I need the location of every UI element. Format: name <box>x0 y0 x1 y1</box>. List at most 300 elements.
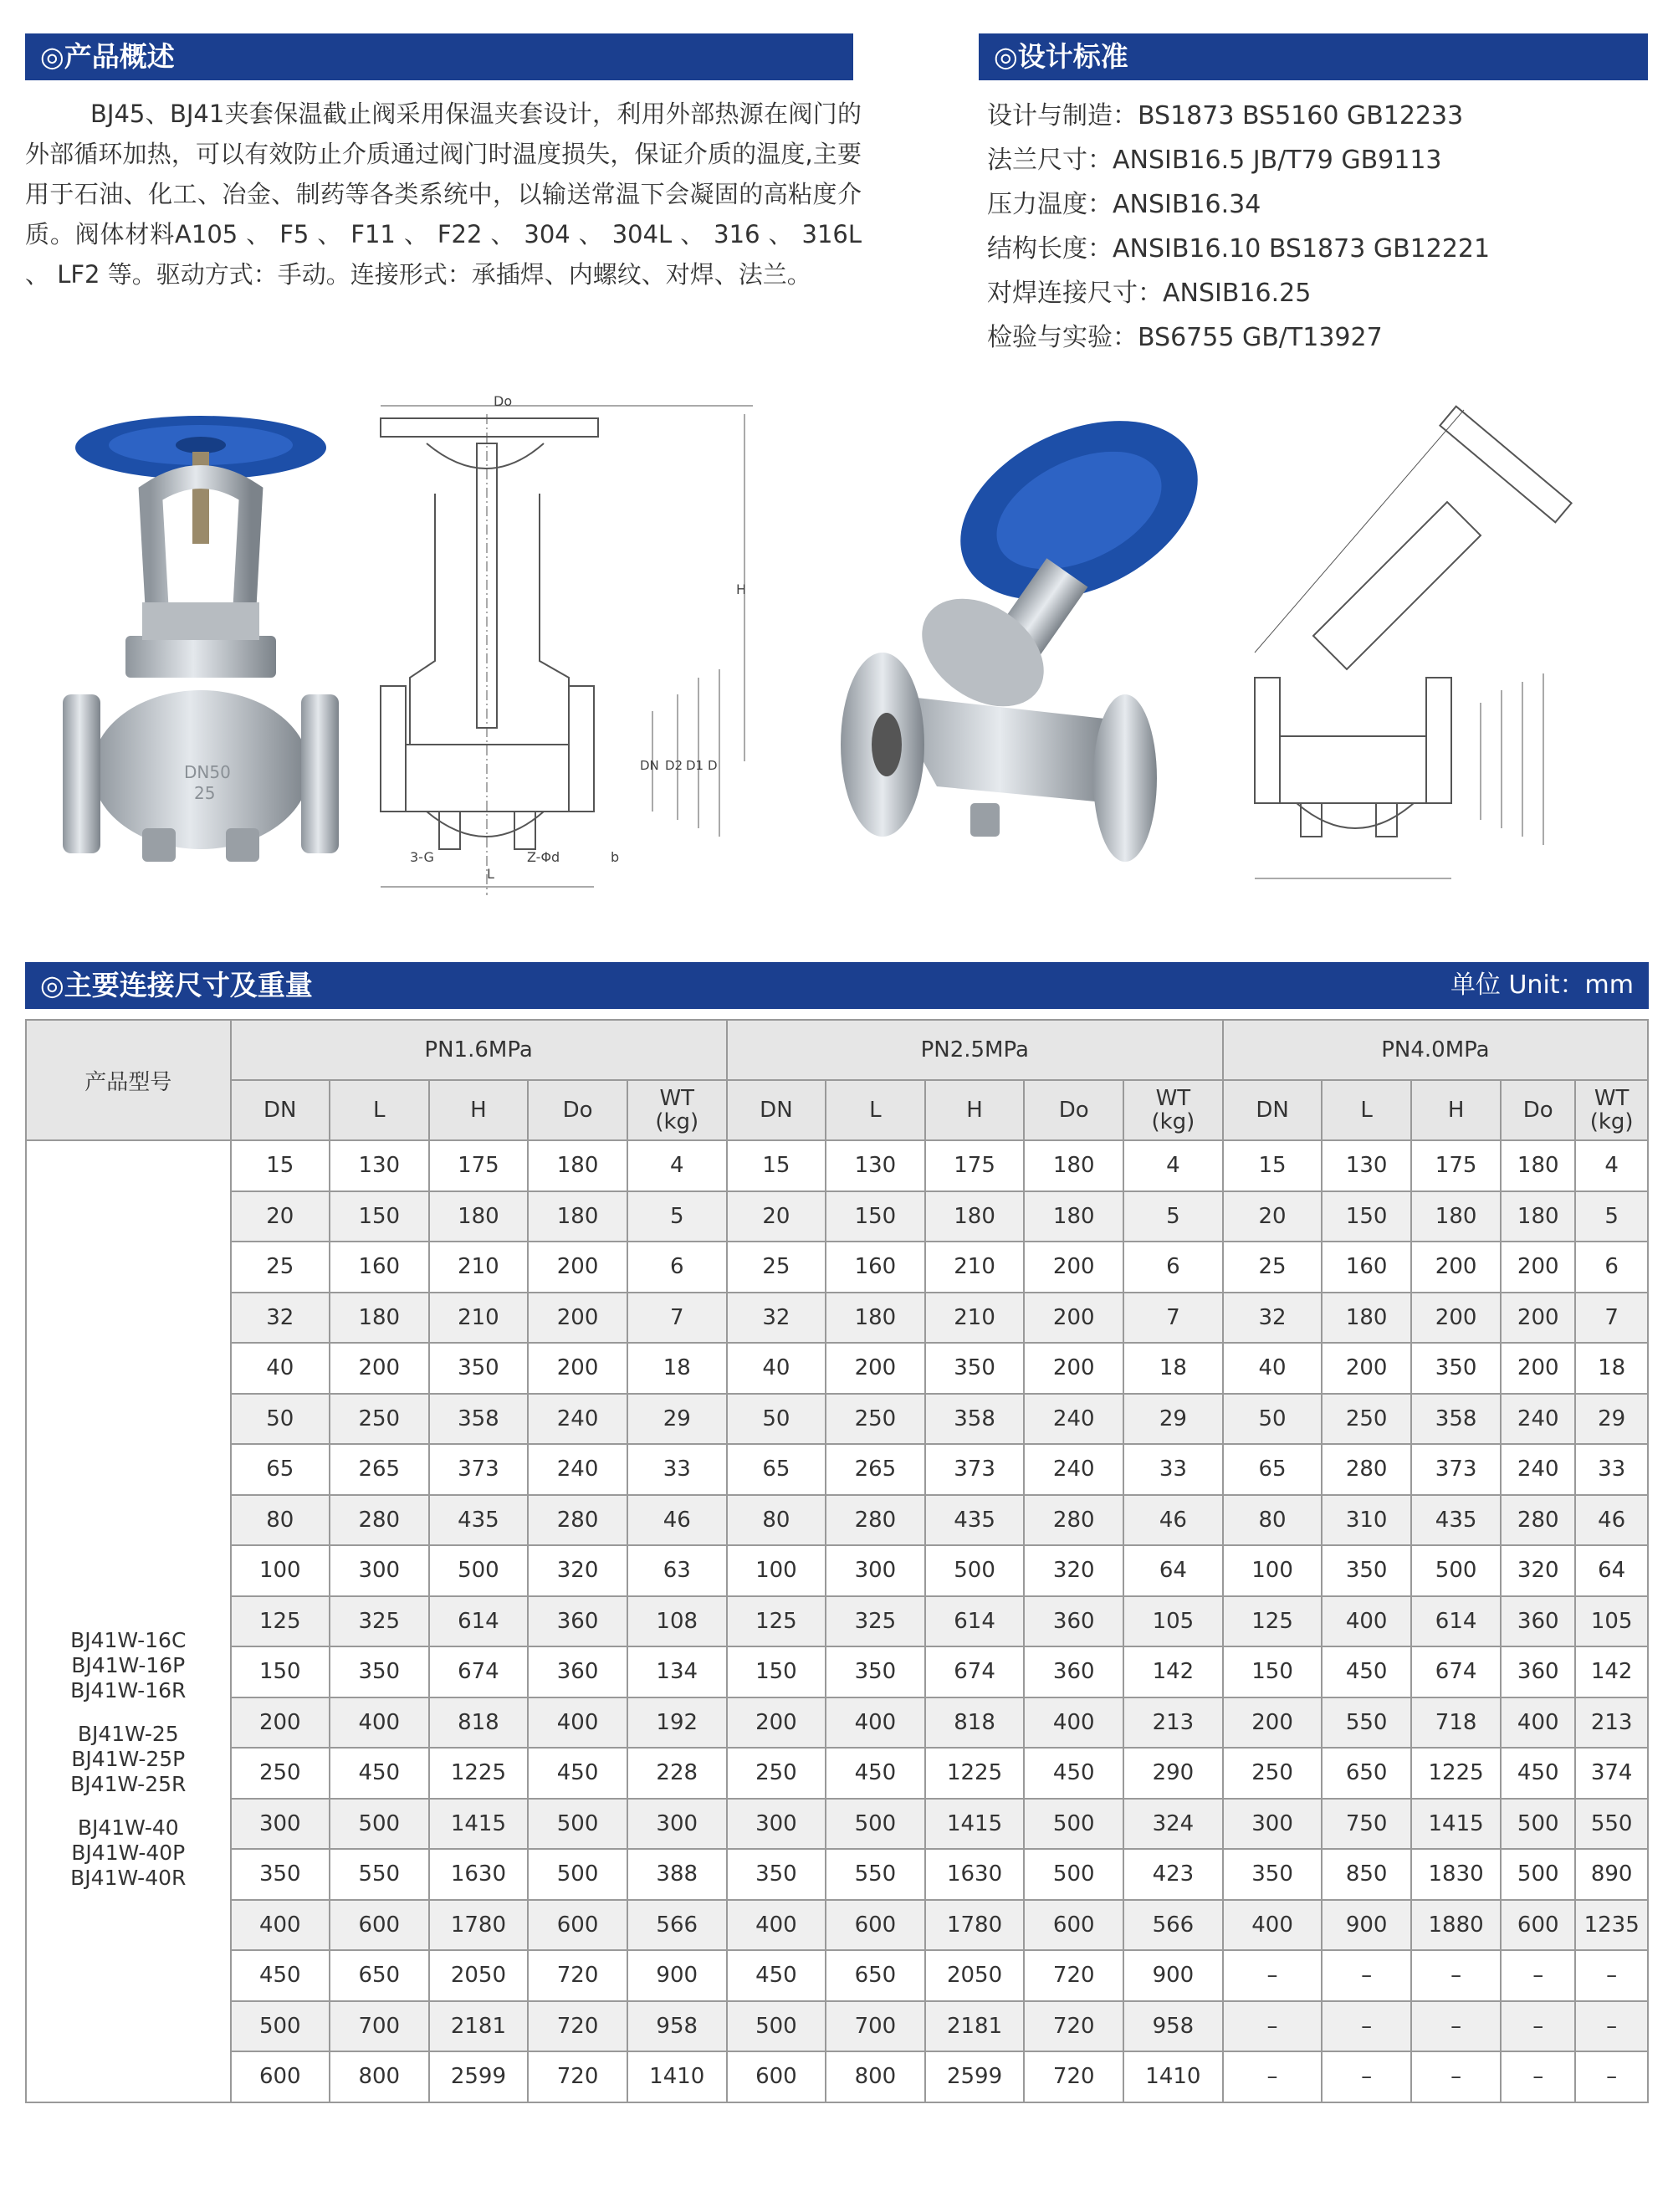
table-cell: 18 <box>1575 1343 1648 1394</box>
label-b: b <box>611 849 620 865</box>
table-cell: 180 <box>1501 1191 1575 1242</box>
overview-title: ◎产品概述 <box>40 40 175 73</box>
table-cell: – <box>1411 2051 1501 2102</box>
column-header: L <box>1322 1080 1411 1140</box>
table-row <box>26 1140 1648 1191</box>
table-cell: 213 <box>1575 1697 1648 1749</box>
table-cell: 265 <box>330 1444 428 1495</box>
table-cell: 200 <box>528 1293 627 1344</box>
table-cell: 720 <box>528 1950 627 2001</box>
table-cell: 325 <box>826 1596 924 1647</box>
table-cell: 373 <box>925 1444 1025 1495</box>
valve-mark-pn: 25 <box>194 783 216 803</box>
standard-item: 检验与实验：BS6755 GB/T13927 <box>987 323 1383 352</box>
table-cell: 134 <box>627 1646 727 1697</box>
table-cell: 400 <box>727 1900 826 1951</box>
table-cell: 150 <box>231 1646 330 1697</box>
table-cell: 200 <box>528 1242 627 1293</box>
table-row <box>26 1293 1648 1344</box>
table-cell: 614 <box>925 1596 1025 1647</box>
model-name: BJ41W-40R <box>70 1865 187 1890</box>
table-cell: 320 <box>1501 1545 1575 1596</box>
table-cell: 80 <box>231 1495 330 1546</box>
label-h: H <box>736 581 747 597</box>
y-valve-photo <box>836 418 1213 878</box>
table-cell: 250 <box>231 1748 330 1799</box>
table-cell: 4 <box>627 1140 727 1191</box>
table-row <box>26 2051 1648 2102</box>
table-cell: 200 <box>1024 1293 1123 1344</box>
table-cell: 50 <box>231 1394 330 1445</box>
table-cell: 550 <box>1575 1799 1648 1850</box>
table-cell: – <box>1411 2001 1501 2052</box>
table-cell: 250 <box>330 1394 428 1445</box>
table-cell: 900 <box>1123 1950 1223 2001</box>
label-d: D <box>708 758 718 773</box>
table-cell: 423 <box>1123 1849 1223 1900</box>
table-cell: 46 <box>1123 1495 1223 1546</box>
table-cell: 6 <box>1123 1242 1223 1293</box>
table-cell: 180 <box>330 1293 428 1344</box>
table-cell: 550 <box>826 1849 924 1900</box>
table-cell: 65 <box>727 1444 826 1495</box>
table-cell: 280 <box>1322 1444 1411 1495</box>
table-cell: 7 <box>1575 1293 1648 1344</box>
table-cell: 18 <box>1123 1343 1223 1394</box>
table-row <box>26 1849 1648 1900</box>
table-cell: 600 <box>1024 1900 1123 1951</box>
table-cell: 180 <box>528 1191 627 1242</box>
table-cell: 25 <box>1223 1242 1322 1293</box>
table-cell: 130 <box>1322 1140 1411 1191</box>
table-cell: 800 <box>330 2051 428 2102</box>
group-header: PN4.0MPa <box>1223 1020 1648 1080</box>
table-cell: 435 <box>429 1495 529 1546</box>
column-header: H <box>925 1080 1025 1140</box>
standard-item: 法兰尺寸：ANSIB16.5 JB/T79 GB9113 <box>987 146 1442 175</box>
standards-header <box>979 33 1648 80</box>
table-cell: 818 <box>925 1697 1025 1749</box>
table-cell: 450 <box>231 1950 330 2001</box>
table-cell: 500 <box>1501 1799 1575 1850</box>
table-cell: 550 <box>330 1849 428 1900</box>
table-cell: 700 <box>826 2001 924 2052</box>
table-cell: 1225 <box>1411 1748 1501 1799</box>
table-cell: 350 <box>1223 1849 1322 1900</box>
table-cell: 240 <box>1501 1394 1575 1445</box>
table-cell: 324 <box>1123 1799 1223 1850</box>
table-cell: 33 <box>1123 1444 1223 1495</box>
standards-title: ◎设计标准 <box>994 40 1128 73</box>
table-cell: 175 <box>429 1140 529 1191</box>
group-header: PN2.5MPa <box>727 1020 1223 1080</box>
table-cell: 400 <box>1223 1900 1322 1951</box>
valve-mark-dn: DN50 <box>184 762 231 782</box>
table-cell: 2599 <box>925 2051 1025 2102</box>
table-cell: 400 <box>528 1697 627 1749</box>
table-cell: 600 <box>330 1900 428 1951</box>
table-cell: 325 <box>330 1596 428 1647</box>
table-row <box>26 1748 1648 1799</box>
table-cell: 5 <box>1575 1191 1648 1242</box>
table-title: ◎主要连接尺寸及重量 <box>40 969 313 1001</box>
table-cell: 500 <box>1411 1545 1501 1596</box>
table-cell: 350 <box>231 1849 330 1900</box>
table-cell: 150 <box>727 1646 826 1697</box>
table-cell: 400 <box>1501 1697 1575 1749</box>
table-cell: 290 <box>1123 1748 1223 1799</box>
table-cell: 1410 <box>627 2051 727 2102</box>
table-cell: 674 <box>429 1646 529 1697</box>
table-cell: 200 <box>1411 1242 1501 1293</box>
table-cell: 228 <box>627 1748 727 1799</box>
table-cell: – <box>1223 2001 1322 2052</box>
table-cell: 240 <box>1501 1444 1575 1495</box>
table-cell: 240 <box>1024 1444 1123 1495</box>
table-row <box>26 1394 1648 1445</box>
table-cell: 358 <box>429 1394 529 1445</box>
label-d2: D2 <box>665 758 683 773</box>
table-cell: 300 <box>231 1799 330 1850</box>
table-cell: 200 <box>1024 1242 1123 1293</box>
table-cell: 4 <box>1575 1140 1648 1191</box>
table-cell: 720 <box>1024 1950 1123 2001</box>
model-group <box>27 1722 230 1797</box>
table-cell: 600 <box>1501 1900 1575 1951</box>
table-cell: 105 <box>1575 1596 1648 1647</box>
column-header: L <box>330 1080 428 1140</box>
table-cell: 280 <box>1501 1495 1575 1546</box>
table-cell: 500 <box>727 2001 826 2052</box>
label-do: Do <box>494 393 513 409</box>
table-cell: 180 <box>1322 1293 1411 1344</box>
table-cell: 350 <box>429 1343 529 1394</box>
table-cell: 18 <box>627 1343 727 1394</box>
table-cell: 890 <box>1575 1849 1648 1900</box>
table-cell: 358 <box>1411 1394 1501 1445</box>
table-cell: 65 <box>231 1444 330 1495</box>
table-cell: 160 <box>1322 1242 1411 1293</box>
model-name: BJ41W-16C <box>70 1627 187 1652</box>
table-cell: 700 <box>330 2001 428 2052</box>
table-cell: 450 <box>1024 1748 1123 1799</box>
overview-text: BJ45、BJ41夹套保温截止阀采用保温夹套设计，利用外部热源在阀门的外部循环加热，可以有效防止介质通过阀门时温度损失，保证介质的温度,主要用于石油、化工、冶金、制药等各类系统中，以输送常温下会凝固的高粘度介质。阀体材料A105 、 F5 、 F11 、 F22 、 304 、 304L 、 316 、 316L 、 LF2 等。驱动方式：手动。连接形式：承插焊、内螺纹、对焊、法兰。 <box>25 100 862 289</box>
table-cell: 200 <box>1501 1343 1575 1394</box>
table-cell: 1780 <box>429 1900 529 1951</box>
table-cell: 1225 <box>429 1748 529 1799</box>
column-header: L <box>826 1080 924 1140</box>
table-cell: 200 <box>231 1697 330 1749</box>
table-cell: 300 <box>627 1799 727 1850</box>
table-cell: 150 <box>330 1191 428 1242</box>
model-name: BJ41W-16P <box>71 1652 186 1677</box>
table-cell: 210 <box>429 1293 529 1344</box>
table-cell: 1415 <box>925 1799 1025 1850</box>
table-cell: 130 <box>330 1140 428 1191</box>
table-cell: 15 <box>727 1140 826 1191</box>
table-cell: 29 <box>1575 1394 1648 1445</box>
table-cell: 400 <box>231 1900 330 1951</box>
table-cell: 650 <box>330 1950 428 2001</box>
table-cell: – <box>1575 2001 1648 2052</box>
model-name: BJ41W-25P <box>71 1746 186 1771</box>
model-name: BJ41W-25 <box>77 1721 179 1746</box>
table-cell: 280 <box>826 1495 924 1546</box>
table-cell: 450 <box>528 1748 627 1799</box>
table-cell: 958 <box>627 2001 727 2052</box>
dimensions-table <box>25 1019 1649 2103</box>
table-cell: 2599 <box>429 2051 529 2102</box>
table-cell: 388 <box>627 1849 727 1900</box>
table-cell: 400 <box>826 1697 924 1749</box>
table-cell: 374 <box>1575 1748 1648 1799</box>
table-cell: 800 <box>826 2051 924 2102</box>
group-header: PN1.6MPa <box>231 1020 727 1080</box>
column-header: Do <box>1024 1080 1123 1140</box>
table-cell: 210 <box>429 1242 529 1293</box>
table-cell: 250 <box>1322 1394 1411 1445</box>
label-l: L <box>487 866 494 882</box>
column-header: WT (kg) <box>627 1080 727 1140</box>
table-row <box>26 1950 1648 2001</box>
table-cell: – <box>1223 2051 1322 2102</box>
table-cell: 300 <box>1223 1799 1322 1850</box>
table-cell: 600 <box>826 1900 924 1951</box>
table-cell: 80 <box>1223 1495 1322 1546</box>
table-cell: 350 <box>925 1343 1025 1394</box>
table-cell: 15 <box>231 1140 330 1191</box>
model-name: BJ41W-40 <box>77 1815 179 1840</box>
table-cell: 29 <box>1123 1394 1223 1445</box>
table-row <box>26 1444 1648 1495</box>
table-cell: 674 <box>925 1646 1025 1697</box>
table-cell: 500 <box>528 1849 627 1900</box>
table-cell: 280 <box>330 1495 428 1546</box>
table-cell: 20 <box>1223 1191 1322 1242</box>
table-cell: 180 <box>528 1140 627 1191</box>
table-cell: 600 <box>528 1900 627 1951</box>
table-cell: 150 <box>1322 1191 1411 1242</box>
table-cell: 200 <box>826 1343 924 1394</box>
table-cell: 64 <box>1123 1545 1223 1596</box>
table-cell: 210 <box>925 1293 1025 1344</box>
table-cell: 142 <box>1575 1646 1648 1697</box>
table-cell: – <box>1322 1950 1411 2001</box>
table-row <box>26 1545 1648 1596</box>
table-cell: 1235 <box>1575 1900 1648 1951</box>
table-cell: 500 <box>1501 1849 1575 1900</box>
table-cell: 1415 <box>429 1799 529 1850</box>
table-cell: 125 <box>1223 1596 1322 1647</box>
table-cell: 1780 <box>925 1900 1025 1951</box>
table-cell: 180 <box>925 1191 1025 1242</box>
table-row <box>26 1697 1648 1749</box>
table-cell: 650 <box>1322 1748 1411 1799</box>
table-cell: 1410 <box>1123 2051 1223 2102</box>
table-row <box>26 1242 1648 1293</box>
table-cell: 280 <box>528 1495 627 1546</box>
table-cell: 20 <box>231 1191 330 1242</box>
table-cell: 180 <box>1024 1191 1123 1242</box>
table-cell: 1830 <box>1411 1849 1501 1900</box>
table-cell: 100 <box>1223 1545 1322 1596</box>
table-cell: – <box>1223 1950 1322 2001</box>
table-cell: 360 <box>1501 1646 1575 1697</box>
table-cell: 240 <box>528 1394 627 1445</box>
table-cell: 350 <box>330 1646 428 1697</box>
table-cell: 160 <box>330 1242 428 1293</box>
table-cell: 614 <box>429 1596 529 1647</box>
table-cell: 320 <box>528 1545 627 1596</box>
table-cell: 100 <box>231 1545 330 1596</box>
table-cell: 674 <box>1411 1646 1501 1697</box>
table-cell: 20 <box>727 1191 826 1242</box>
column-header: H <box>1411 1080 1501 1140</box>
table-cell: 450 <box>330 1748 428 1799</box>
table-row <box>26 1191 1648 1242</box>
table-row <box>26 1799 1648 1850</box>
table-row <box>26 1646 1648 1697</box>
table-cell: 566 <box>1123 1900 1223 1951</box>
table-cell: 750 <box>1322 1799 1411 1850</box>
table-cell: 200 <box>528 1343 627 1394</box>
table-cell: 200 <box>1501 1242 1575 1293</box>
table-cell: 240 <box>528 1444 627 1495</box>
table-cell: 200 <box>1024 1343 1123 1394</box>
table-row <box>26 2001 1648 2052</box>
table-cell: 180 <box>826 1293 924 1344</box>
table-cell: – <box>1575 2051 1648 2102</box>
table-cell: 32 <box>727 1293 826 1344</box>
table-cell: 1415 <box>1411 1799 1501 1850</box>
table-cell: 125 <box>727 1596 826 1647</box>
table-cell: 320 <box>1024 1545 1123 1596</box>
table-cell: 450 <box>727 1950 826 2001</box>
table-cell: – <box>1501 1950 1575 2001</box>
model-name: BJ41W-40P <box>71 1840 186 1865</box>
table-cell: 100 <box>727 1545 826 1596</box>
table-cell: 125 <box>231 1596 330 1647</box>
table-row <box>26 1900 1648 1951</box>
table-cell: 300 <box>727 1799 826 1850</box>
column-header: H <box>429 1080 529 1140</box>
table-cell: 350 <box>1322 1545 1411 1596</box>
table-cell: 400 <box>1322 1596 1411 1647</box>
table-cell: 240 <box>1024 1394 1123 1445</box>
table-cell: 818 <box>429 1697 529 1749</box>
table-cell: 15 <box>1223 1140 1322 1191</box>
table-cell: 360 <box>528 1596 627 1647</box>
table-cell: 65 <box>1223 1444 1322 1495</box>
table-cell: 210 <box>925 1242 1025 1293</box>
table-cell: 6 <box>627 1242 727 1293</box>
standard-item: 压力温度：ANSIB16.34 <box>987 190 1261 219</box>
table-cell: 500 <box>1024 1849 1123 1900</box>
table-cell: – <box>1322 2001 1411 2052</box>
table-cell: 32 <box>1223 1293 1322 1344</box>
y-valve-drawing <box>1230 402 1631 887</box>
table-cell: 200 <box>1411 1293 1501 1344</box>
globe-valve-photo <box>59 410 351 870</box>
model-name: BJ41W-25R <box>70 1771 187 1796</box>
table-cell: 850 <box>1322 1849 1411 1900</box>
standard-item: 设计与制造：BS1873 BS5160 GB12233 <box>987 101 1464 131</box>
table-cell: 600 <box>231 2051 330 2102</box>
table-cell: 614 <box>1411 1596 1501 1647</box>
table-cell: 450 <box>1322 1646 1411 1697</box>
table-cell: 500 <box>925 1545 1025 1596</box>
table-cell: 500 <box>826 1799 924 1850</box>
table-cell: 250 <box>1223 1748 1322 1799</box>
table-cell: 250 <box>826 1394 924 1445</box>
table-cell: 718 <box>1411 1697 1501 1749</box>
table-cell: 200 <box>330 1343 428 1394</box>
label-zphid: Z-Φd <box>527 849 560 865</box>
unit-label: 单位 Unit：mm <box>1450 970 1634 1000</box>
table-cell: 46 <box>1575 1495 1648 1546</box>
model-header: 产品型号 <box>26 1020 231 1140</box>
table-cell: 33 <box>1575 1444 1648 1495</box>
table-cell: 64 <box>1575 1545 1648 1596</box>
table-cell: 25 <box>727 1242 826 1293</box>
table-cell: 500 <box>330 1799 428 1850</box>
table-cell: 192 <box>627 1697 727 1749</box>
table-cell: 400 <box>330 1697 428 1749</box>
table-cell: 130 <box>826 1140 924 1191</box>
table-cell: 350 <box>727 1849 826 1900</box>
table-cell: 29 <box>627 1394 727 1445</box>
model-name: BJ41W-16R <box>70 1677 187 1703</box>
table-cell: 5 <box>627 1191 727 1242</box>
table-cell: 500 <box>528 1799 627 1850</box>
table-header <box>25 962 1649 1009</box>
table-cell: 7 <box>627 1293 727 1344</box>
table-cell: 200 <box>1223 1697 1322 1749</box>
table-cell: 373 <box>1411 1444 1501 1495</box>
table-cell: 2181 <box>429 2001 529 2052</box>
table-cell: 200 <box>1322 1343 1411 1394</box>
table-cell: 6 <box>1575 1242 1648 1293</box>
label-d1: D1 <box>686 758 704 773</box>
table-cell: 32 <box>231 1293 330 1344</box>
table-cell: 63 <box>627 1545 727 1596</box>
table-cell: 160 <box>826 1242 924 1293</box>
table-cell: 1880 <box>1411 1900 1501 1951</box>
table-cell: 80 <box>727 1495 826 1546</box>
standard-item: 结构长度：ANSIB16.10 BS1873 GB12221 <box>987 234 1491 264</box>
column-header: DN <box>1223 1080 1322 1140</box>
globe-valve-drawing <box>376 393 753 895</box>
table-cell: 250 <box>727 1748 826 1799</box>
table-cell: 105 <box>1123 1596 1223 1647</box>
table-row <box>26 1495 1648 1546</box>
table-cell: 180 <box>1024 1140 1123 1191</box>
table-cell: 1630 <box>925 1849 1025 1900</box>
table-cell: 958 <box>1123 2001 1223 2052</box>
table-cell: 400 <box>1024 1697 1123 1749</box>
table-cell: 500 <box>231 2001 330 2052</box>
table-row <box>26 1596 1648 1647</box>
label-3g: 3-G <box>410 849 434 865</box>
table-cell: – <box>1501 2001 1575 2052</box>
table-cell: 150 <box>826 1191 924 1242</box>
overview-header <box>25 33 853 80</box>
table-cell: 200 <box>727 1697 826 1749</box>
table-cell: 450 <box>826 1748 924 1799</box>
table-cell: 175 <box>925 1140 1025 1191</box>
table-cell: 435 <box>1411 1495 1501 1546</box>
table-cell: 265 <box>826 1444 924 1495</box>
